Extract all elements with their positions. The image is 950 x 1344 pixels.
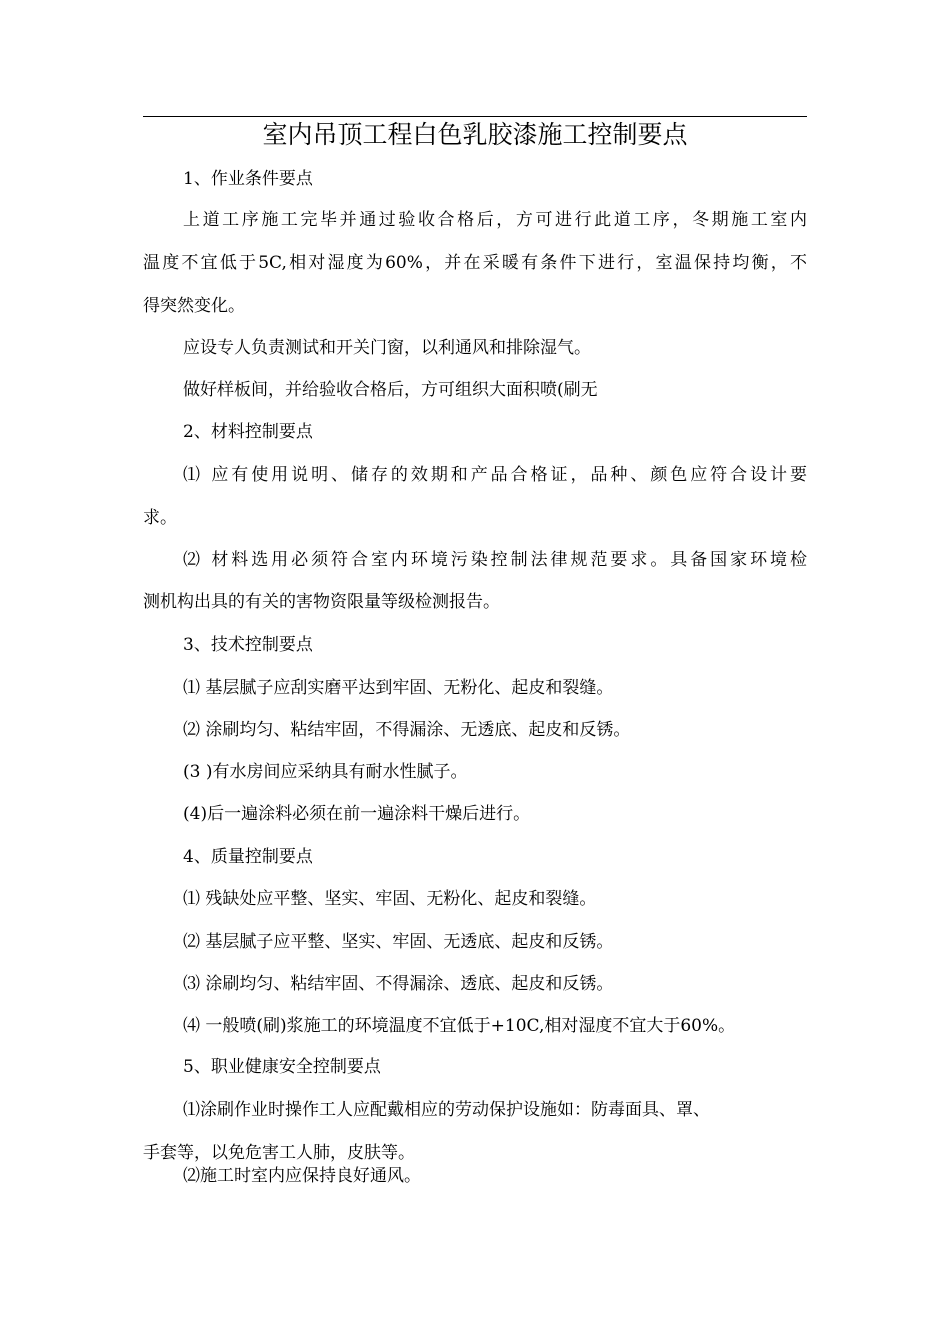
list-item-continuation: 测机构出具的有关的害物资限量等级检测报告。 xyxy=(143,592,500,612)
section-heading-3: 3、技术控制要点 xyxy=(183,635,313,655)
list-item: ⑵ 材料选用必须符合室内环境污染控制法律规范要求。具备国家环境检 xyxy=(183,550,807,570)
list-item: ⑴涂刷作业时操作工人应配戴相应的劳动保护设施如：防毒面具、罩、 xyxy=(183,1100,710,1120)
list-item-continuation: 求。 xyxy=(143,508,177,528)
paragraph-line: 得突然变化。 xyxy=(143,296,245,316)
document-title: 室内吊顶工程白色乳胶漆施工控制要点 xyxy=(262,120,688,149)
paragraph-line: 上道工序施工完毕并通过验收合格后，方可进行此道工序，冬期施工室内 xyxy=(183,210,807,230)
paragraph-line: 温度不宜低于5C,相对湿度为60%，并在采暖有条件下进行，室温保持均衡，不 xyxy=(143,253,807,273)
list-item: ⑷ 一般喷(刷)浆施工的环境温度不宜低于+10C,相对湿度不宜大于60%。 xyxy=(183,1016,736,1036)
list-item: ⑵施工时室内应保持良好通风。 xyxy=(183,1166,421,1186)
list-item: ⑵ 基层腻子应平整、坚实、牢固、无透底、起皮和反锈。 xyxy=(183,932,614,952)
header-rule xyxy=(143,116,807,117)
section-heading-4: 4、质量控制要点 xyxy=(183,847,313,867)
list-item: ⑶ 涂刷均匀、粘结牢固、不得漏涂、透底、起皮和反锈。 xyxy=(183,974,614,994)
section-heading-1: 1、作业条件要点 xyxy=(183,169,313,189)
paragraph-line: 做好样板间，并给验收合格后，方可组织大面积喷(刷无 xyxy=(183,380,598,400)
list-item: (4)后一遍涂料必须在前一遍涂料干燥后进行。 xyxy=(183,804,531,824)
paragraph-line: 应设专人负责测试和开关门窗，以利通风和排除湿气。 xyxy=(183,338,591,358)
list-item: ⑴ 基层腻子应刮实磨平达到牢固、无粉化、起皮和裂缝。 xyxy=(183,678,614,698)
section-heading-2: 2、材料控制要点 xyxy=(183,422,313,442)
section-heading-5: 5、职业健康安全控制要点 xyxy=(183,1057,381,1077)
list-item: ⑴ 应有使用说明、储存的效期和产品合格证，品种、颜色应符合设计要 xyxy=(183,465,807,485)
list-item: ⑵ 涂刷均匀、粘结牢固，不得漏涂、无透底、起皮和反锈。 xyxy=(183,720,631,740)
list-item-continuation: 手套等，以免危害工人肺，皮肤等。 xyxy=(143,1143,415,1163)
list-item: ⑴ 残缺处应平整、坚实、牢固、无粉化、起皮和裂缝。 xyxy=(183,889,597,909)
list-item: (3 )有水房间应采纳具有耐水性腻子。 xyxy=(183,762,468,782)
